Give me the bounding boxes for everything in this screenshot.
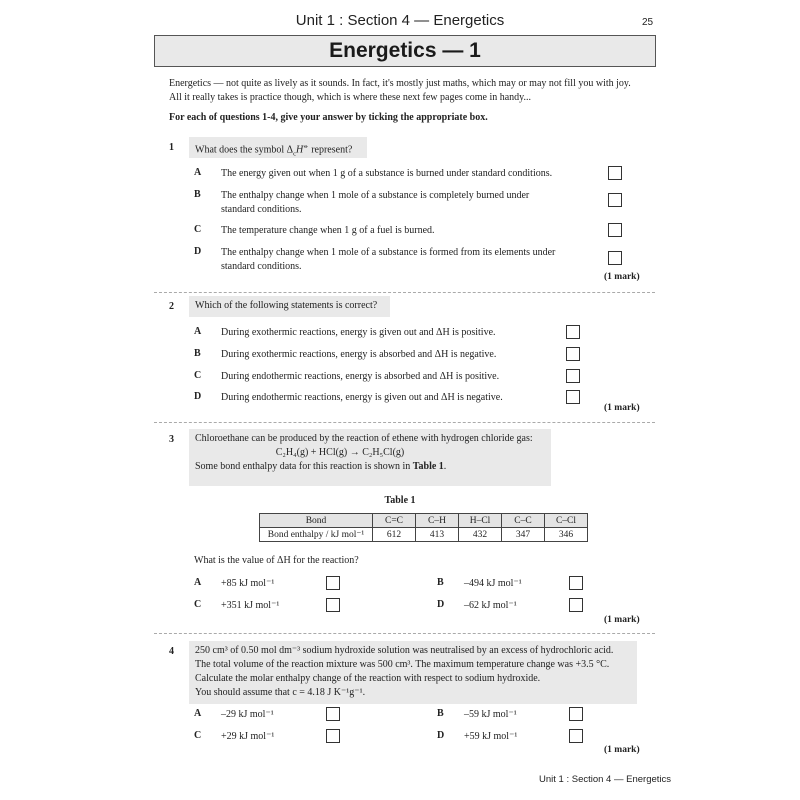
- divider: [154, 422, 655, 423]
- q2-option-a-checkbox[interactable]: [566, 325, 580, 339]
- q4-option-letter: A: [194, 708, 202, 719]
- q4-option-letter: B: [437, 708, 444, 719]
- table-cell: 413: [416, 528, 459, 542]
- q4-option-letter: C: [194, 730, 202, 741]
- q2-option-letter: C: [194, 370, 202, 381]
- q3-option-text: –494 kJ mol⁻¹: [464, 578, 522, 589]
- q2-option-letter: D: [194, 391, 202, 402]
- table-cell: 347: [502, 528, 545, 542]
- q4-option-b-checkbox[interactable]: [569, 707, 583, 721]
- question-4-number: 4: [169, 646, 174, 657]
- table-reference: [195, 460, 545, 474]
- q1-option-text: The enthalpy change when 1 mole of a substance is formed from its elements under standard conditions.: [221, 247, 556, 272]
- q1-option-letter: A: [194, 167, 202, 178]
- question-3-text: Chloroethane can be produced by the reaction of ethene with hydrogen chloride gas:: [195, 433, 533, 444]
- q2-option-text: During exothermic reactions, energy is given out and ΔH is positive.: [221, 327, 496, 338]
- q1-option-letter: C: [194, 224, 202, 235]
- q4-option-a-checkbox[interactable]: [326, 707, 340, 721]
- bond-enthalpy-table: [259, 513, 588, 542]
- q3-option-letter: B: [437, 577, 444, 588]
- q1-option-b-checkbox[interactable]: [608, 193, 622, 207]
- q2-option-b-checkbox[interactable]: [566, 347, 580, 361]
- q3-option-b-checkbox[interactable]: [569, 576, 583, 590]
- q4-option-d-checkbox[interactable]: [569, 729, 583, 743]
- question-3-question: What is the value of ΔH for the reaction?: [194, 555, 359, 566]
- q4-option-text: –59 kJ mol⁻¹: [464, 709, 517, 720]
- q1-marks: (1 mark): [604, 272, 640, 282]
- q2-option-text: During endothermic reactions, energy is absorbed and ΔH is positive.: [221, 371, 500, 382]
- q3-option-letter: D: [437, 599, 445, 610]
- table-ref-before: Some bond enthalpy data for this reaction is shown in: [195, 461, 413, 472]
- q2-option-d-checkbox[interactable]: [566, 390, 580, 404]
- page-number: 25: [642, 17, 654, 28]
- question-4-line: The total volume of the reaction mixture was 500 cm³. The maximum temperature change was +3.5 °C.: [195, 659, 610, 670]
- q2-option-letter: B: [194, 348, 201, 359]
- question-1-h: H: [295, 144, 304, 156]
- page-header: Unit 1 : Section 4 — Energetics: [295, 12, 505, 29]
- table-row-label: Bond enthalpy / kJ mol⁻¹: [260, 528, 373, 542]
- q3-option-c-checkbox[interactable]: [326, 598, 340, 612]
- intro-text: Energetics — not quite as lively as it sounds. In fact, it's mostly just maths, which may or may not fill you with joy. All it really takes is practice though, which is where these next few pages come in handy...: [169, 78, 631, 103]
- question-2-prompt: Which of the following statements is correct?: [189, 296, 390, 317]
- question-1-text-before: What does the symbol Δ: [195, 144, 294, 156]
- q4-option-letter: D: [437, 730, 445, 741]
- table-header-cell: C–C: [502, 514, 545, 528]
- q4-option-text: +59 kJ mol⁻¹: [464, 731, 518, 742]
- q1-option-text: The enthalpy change when 1 mole of a substance is completely burned under standard conditions.: [221, 190, 530, 215]
- q4-marks: (1 mark): [604, 745, 640, 755]
- q2-option-text: During endothermic reactions, energy is given out and ΔH is negative.: [221, 392, 503, 403]
- question-1-text-after: represent?: [308, 144, 353, 156]
- q1-option-letter: D: [194, 246, 202, 257]
- table-header-cell: Bond: [260, 514, 373, 528]
- q2-option-letter: A: [194, 326, 202, 337]
- table-header-cell: C–H: [416, 514, 459, 528]
- page-title: Energetics — 1: [154, 35, 656, 67]
- table-caption: Table 1: [384, 495, 416, 506]
- q3-option-text: +85 kJ mol⁻¹: [221, 578, 275, 589]
- question-1-prompt: What does the symbol $\Delta_cH^⦵$ represent?: [189, 137, 367, 158]
- q3-option-d-checkbox[interactable]: [569, 598, 583, 612]
- question-1-number: 1: [169, 142, 174, 153]
- q4-option-text: +29 kJ mol⁻¹: [221, 731, 275, 742]
- instructions: For each of questions 1-4, give your answer by ticking the appropriate box.: [169, 112, 488, 123]
- table-header-cell: C=C: [373, 514, 416, 528]
- q4-option-text: –29 kJ mol⁻¹: [221, 709, 274, 720]
- table-header-cell: C–Cl: [545, 514, 588, 528]
- question-1-sub: c: [293, 150, 296, 158]
- q3-option-letter: A: [194, 577, 202, 588]
- q3-option-a-checkbox[interactable]: [326, 576, 340, 590]
- table-cell: 346: [545, 528, 588, 542]
- question-2-number: 2: [169, 301, 174, 312]
- question-3-number: 3: [169, 434, 174, 445]
- question-3-prompt: [189, 429, 551, 486]
- divider: [154, 292, 655, 293]
- page-footer: Unit 1 : Section 4 — Energetics: [539, 774, 672, 785]
- q3-marks: (1 mark): [604, 615, 640, 625]
- q4-option-c-checkbox[interactable]: [326, 729, 340, 743]
- q3-option-text: –62 kJ mol⁻¹: [464, 600, 517, 611]
- q2-option-c-checkbox[interactable]: [566, 369, 580, 383]
- question-4-line: You should assume that c = 4.18 J K⁻¹g⁻¹.: [195, 687, 366, 698]
- table-ref-bold: Table 1: [412, 461, 444, 472]
- q1-option-d-checkbox[interactable]: [608, 251, 622, 265]
- question-4-prompt: [189, 641, 637, 704]
- q1-option-text: The temperature change when 1 g of a fuel is burned.: [221, 225, 435, 236]
- q1-option-a-checkbox[interactable]: [608, 166, 622, 180]
- q2-marks: (1 mark): [604, 403, 640, 413]
- q1-option-text: The energy given out when 1 g of a substance is burned under standard conditions.: [221, 168, 553, 179]
- table-cell: 612: [373, 528, 416, 542]
- q1-option-c-checkbox[interactable]: [608, 223, 622, 237]
- table-ref-after: .: [443, 461, 447, 472]
- q3-option-text: +351 kJ mol⁻¹: [221, 600, 280, 611]
- divider: [154, 633, 655, 634]
- q1-option-letter: B: [194, 189, 201, 200]
- q3-option-letter: C: [194, 599, 202, 610]
- table-header-cell: H–Cl: [459, 514, 502, 528]
- question-4-line: 250 cm³ of 0.50 mol dm⁻³ sodium hydroxide solution was neutralised by an excess of hydrochloric acid.: [195, 645, 614, 656]
- table-cell: 432: [459, 528, 502, 542]
- question-4-line: Calculate the molar enthalpy change of the reaction with respect to sodium hydroxide.: [195, 673, 541, 684]
- q2-option-text: During exothermic reactions, energy is absorbed and ΔH is negative.: [221, 349, 497, 360]
- reaction-equation: C₂H₄(g) + HCl(g) → C₂H₅Cl(g): [275, 447, 405, 458]
